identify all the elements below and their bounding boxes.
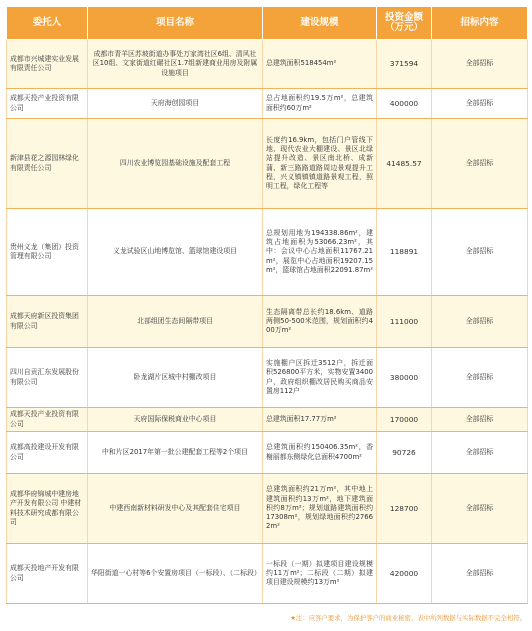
project-cell: 天府国际保税商业中心项目 (88, 408, 263, 432)
scale-cell: 总规划用地为194338.86m²，建筑占地面积为53066.23m²，其中：会议中心占地面积11767.21m²，展览中心占地面积19207.15m²，篮球馆占地面积22091.87m² (263, 209, 377, 296)
header-client: 委托人 (7, 7, 88, 40)
scope-cell: 全部招标 (432, 432, 528, 474)
amount-cell: 90726 (377, 432, 432, 474)
scope-cell: 全部招标 (432, 296, 528, 348)
project-cell: 中和片区2017年第一批公建配套工程等2个项目 (88, 432, 263, 474)
project-cell: 义龙试验区山地博览馆、篮球馆建设项目 (88, 209, 263, 296)
amount-cell: 400000 (377, 89, 432, 119)
amount-cell: 118891 (377, 209, 432, 296)
client-cell: 成都天投产业投资有限公司 (7, 408, 88, 432)
table-row (7, 474, 528, 544)
client-cell: 成都天府新区投资集团有限公司 (7, 296, 88, 348)
project-cell: 成都市青羊区苏坡街道办事处万家湾社区6组、清风社区10组、文家街道红碾社区1.7组新建商业用房及附属设施项目 (88, 40, 263, 89)
scale-cell: 总建筑面积17.77万m² (263, 408, 377, 432)
project-cell: 北部组团生态间隔带项目 (88, 296, 263, 348)
scale-cell: 实施棚户区拆迁3512户，拆迁面积526800平方米，实物安置3400户，政府组织棚改居民购买商品安置房112户 (263, 348, 377, 408)
scope-cell: 全部招标 (432, 119, 528, 209)
table-row (7, 119, 528, 209)
client-cell: 新津县花之源园林绿化有限责任公司 (7, 119, 88, 209)
amount-cell: 380000 (377, 348, 432, 408)
scope-cell: 全部招标 (432, 89, 528, 119)
header-amount-line1: 投资金额 (384, 12, 423, 24)
footnote: ★注：应客户要求，为保护客户的商业秘密，表中所列数据与实际数据不完全相符。 (290, 614, 526, 622)
client-cell: 成都天投产业投资有限公司 (7, 89, 88, 119)
scope-cell: 全部招标 (432, 408, 528, 432)
header-amount (377, 7, 432, 40)
table-row (7, 544, 528, 604)
amount-cell: 111000 (377, 296, 432, 348)
table-row (7, 432, 528, 474)
scale-cell: 总建筑面积518454m² (263, 40, 377, 89)
client-cell: 成都高投建设开发有限公司 (7, 432, 88, 474)
scope-cell: 全部招标 (432, 40, 528, 89)
header-project: 项目名称 (88, 7, 263, 40)
scope-cell: 全部招标 (432, 348, 528, 408)
amount-cell: 41485.57 (377, 119, 432, 209)
table-row (7, 40, 528, 89)
header-scope: 招标内容 (432, 7, 528, 40)
table-row (7, 89, 528, 119)
table-row (7, 408, 528, 432)
scope-cell: 全部招标 (432, 474, 528, 544)
scale-cell: 生态隔离带总长约18.6km、道路两侧50-500米范围，规划面积约400万m² (263, 296, 377, 348)
amount-cell: 170000 (377, 408, 432, 432)
header-amount-line2: （万元） (384, 22, 423, 33)
table-row (7, 348, 528, 408)
scale-cell: 总建筑面积约150406.35m²，香榭丽都东侧绿化总面积4700m² (263, 432, 377, 474)
client-cell: 成都华府锦城中建房地产开发有限公司 中建材料技术研究成都有限公司 (7, 474, 88, 544)
client-cell: 四川自贡汇东发展股份有限公司 (7, 348, 88, 408)
client-cell: 贵州义龙（集团）投资管理有限公司 (7, 209, 88, 296)
scope-cell: 全部招标 (432, 209, 528, 296)
scope-cell: 全部招标 (432, 544, 528, 604)
table-row (7, 209, 528, 296)
amount-cell: 128700 (377, 474, 432, 544)
project-cell: 四川农业博览园基础设施及配套工程 (88, 119, 263, 209)
amount-cell: 420000 (377, 544, 432, 604)
project-cell: 天府海创园项目 (88, 89, 263, 119)
project-cell: 卧龙湖片区城中村棚改项目 (88, 348, 263, 408)
tender-table (6, 6, 528, 604)
project-cell: 中建西南新材料研发中心及其配套住宅项目 (88, 474, 263, 544)
client-cell: 成都天投地产开发有限公司 (7, 544, 88, 604)
scale-cell: 长度约16.9km，包括门户管线下地、现代农业大棚建设、景区北绿站提升改造、景区南北桥、成新蒲、新三路路道路周边景观提升工程，兴义镇镇镇道路景观工程，照明工程，绿化工程等 (263, 119, 377, 209)
table-row (7, 296, 528, 348)
amount-cell: 371594 (377, 40, 432, 89)
client-cell: 成都市兴城建实业发展有限责任公司 (7, 40, 88, 89)
header-scale: 建设规模 (263, 7, 377, 40)
project-cell: 华阳街道一心村等6个安置房项目（一标段）、（二标段） (88, 544, 263, 604)
scale-cell: 总建筑面积约21万m²，其中地上建筑面积约13万m²，地下建筑面积约8万m²；规划道路建筑面积约17308m²，规划绿地面积约27662m² (263, 474, 377, 544)
scale-cell: 一标段（一期）拟建项目建设规模约11万m²；二标段（二期）拟建项目建设规模约13万m² (263, 544, 377, 604)
table-header-row (7, 7, 528, 40)
scale-cell: 总占地面积约19.5万m²，总建筑面积约60万m² (263, 89, 377, 119)
